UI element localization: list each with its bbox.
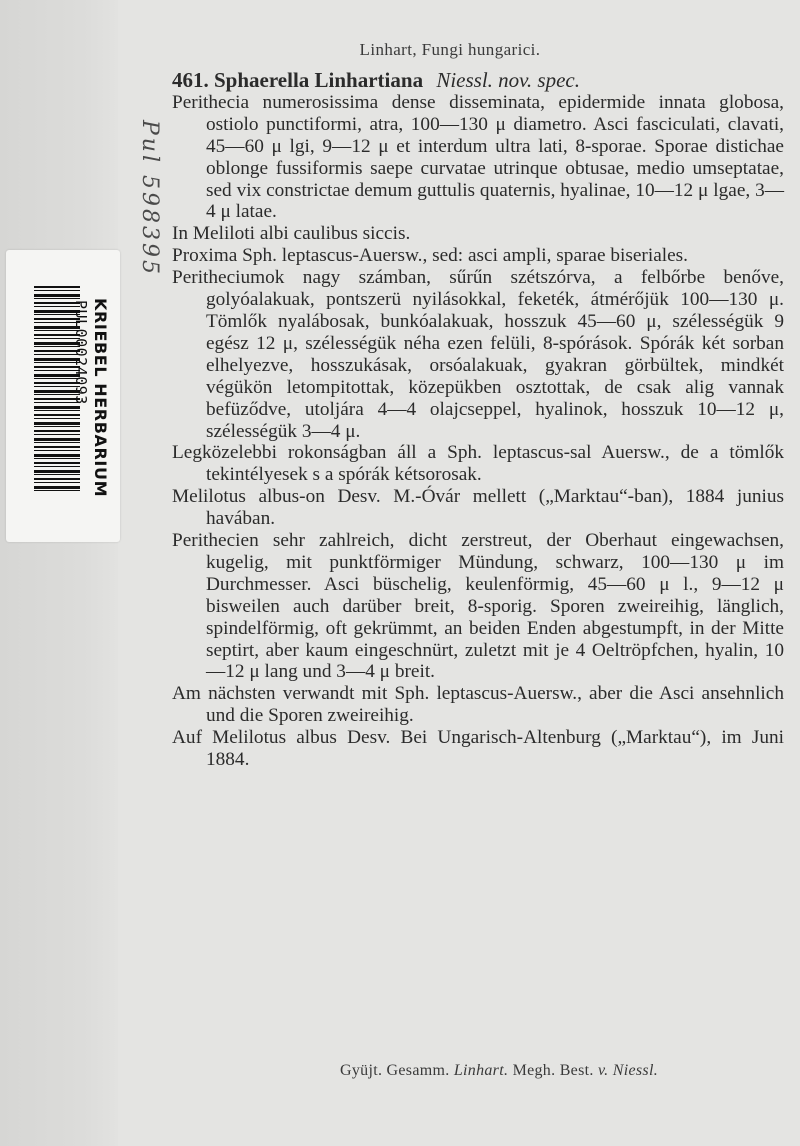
collector-prefix: Gyüjt. Gesamm.	[340, 1062, 450, 1079]
species-authority: Niessl. nov. spec.	[436, 68, 580, 92]
german-locality: Auf Melilotus albus Desv. Bei Ungarisch-Altenburg („Marktau“), im Juni 1884.	[172, 727, 784, 771]
exsiccata-number: 461.	[172, 68, 209, 92]
page-header: Linhart, Fungi hungarici.	[359, 40, 541, 59]
hungarian-locality: Melilotus albus-on Desv. M.-Óvár mellett („Marktau“-ban), 1884 junius havában.	[172, 486, 784, 530]
determiner-name: v. Niessl.	[597, 1062, 658, 1079]
latin-description: Perithecia numerosissima dense disseminata, epidermide innata globosa, ostiolo punctiformi, atra, 100—130 μ diametro. Asci fasciculati, clavati, 45—60 μ lgi, 9—12 μ et interdum ultra lati, 8-sporae. Sporae distichae oblonge fussiformis saepe curvatae utrinque obtusae, medio umseptatae, sed vix constrictae demum guttulis quaternis, hyalinae, 10—12 μ lgae, 3—4 μ latae.	[172, 91, 784, 223]
species-heading	[172, 70, 784, 92]
latin-affinity: Proxima Sph. leptascus-Auersw., sed: asci ampli, sparae biseriales.	[172, 245, 688, 267]
printed-label-text	[172, 70, 784, 771]
species-name: Sphaerella Linhartiana	[214, 68, 424, 92]
german-description: Perithecien sehr zahlreich, dicht zerstreut, der Oberhaut eingewachsen, kugelig, mit punktförmiger Mündung, schwarz, 100—130 μ im Durchmesser. Asci büschelig, keulenförmig, 45—60 μ l., 9—12 μ bisweilen auch darüber breit, 8-sporig. Sporen zweireihig, länglich, spindelförmig, oft gekrümmt, an beiden Enden abgestumpft, in der Mitte septirt, aber kaum eingeschnürt, zuletzt mit je 4 Oeltröpfchen, hyalin, 10—12 μ lang und 3—4 μ breit.	[172, 530, 784, 683]
german-affinity: Am nächsten verwandt mit Sph. leptascus-Auersw., aber die Asci ansehnlich und die Sporen zweireihig.	[172, 683, 784, 727]
collector-name: Linhart.	[453, 1062, 509, 1079]
herbarium-sheet-edge	[0, 0, 118, 1146]
latin-habitat: In Meliloti albi caulibus siccis.	[172, 223, 411, 245]
handwritten-catalog-number: Pul 598395	[137, 120, 162, 277]
hungarian-description: Peritheciumok nagy számban, sűrűn szétszórva, a felbőrbe benőve, golyóalakuak, pontszerü nyilásokkal, feketék, átmérőjük 100—130 μ. Tömlők nyalábosak, bunkóalakuak, hosszuk 45—60 μ, szélességük 9 egész 12 μ, szélességük néha ezen felüli, 8-spórások. Spórák két sorban elhelyezve, hosszukásak, orsóalakuak, gyakran görbültek, mindkét végükön letompitottak, közepükben osztottak, de csak alig vannak befüződve, utoljára 4—4 olajcseppel, hyalinok, hosszuk 10—12 μ, szélességük 3—4 μ.	[172, 267, 784, 442]
specimen-code: PUL00024093	[72, 300, 90, 405]
herbarium-name: KRIEBEL HERBARIUM	[91, 298, 110, 498]
hungarian-affinity: Legközelebbi rokonságban áll a Sph. leptascus-sal Auersw., de a tömlők tekintélyesek s a spórák kétsorosak.	[172, 442, 784, 486]
collector-line	[340, 1062, 658, 1080]
determiner-prefix: Megh. Best.	[512, 1062, 594, 1079]
